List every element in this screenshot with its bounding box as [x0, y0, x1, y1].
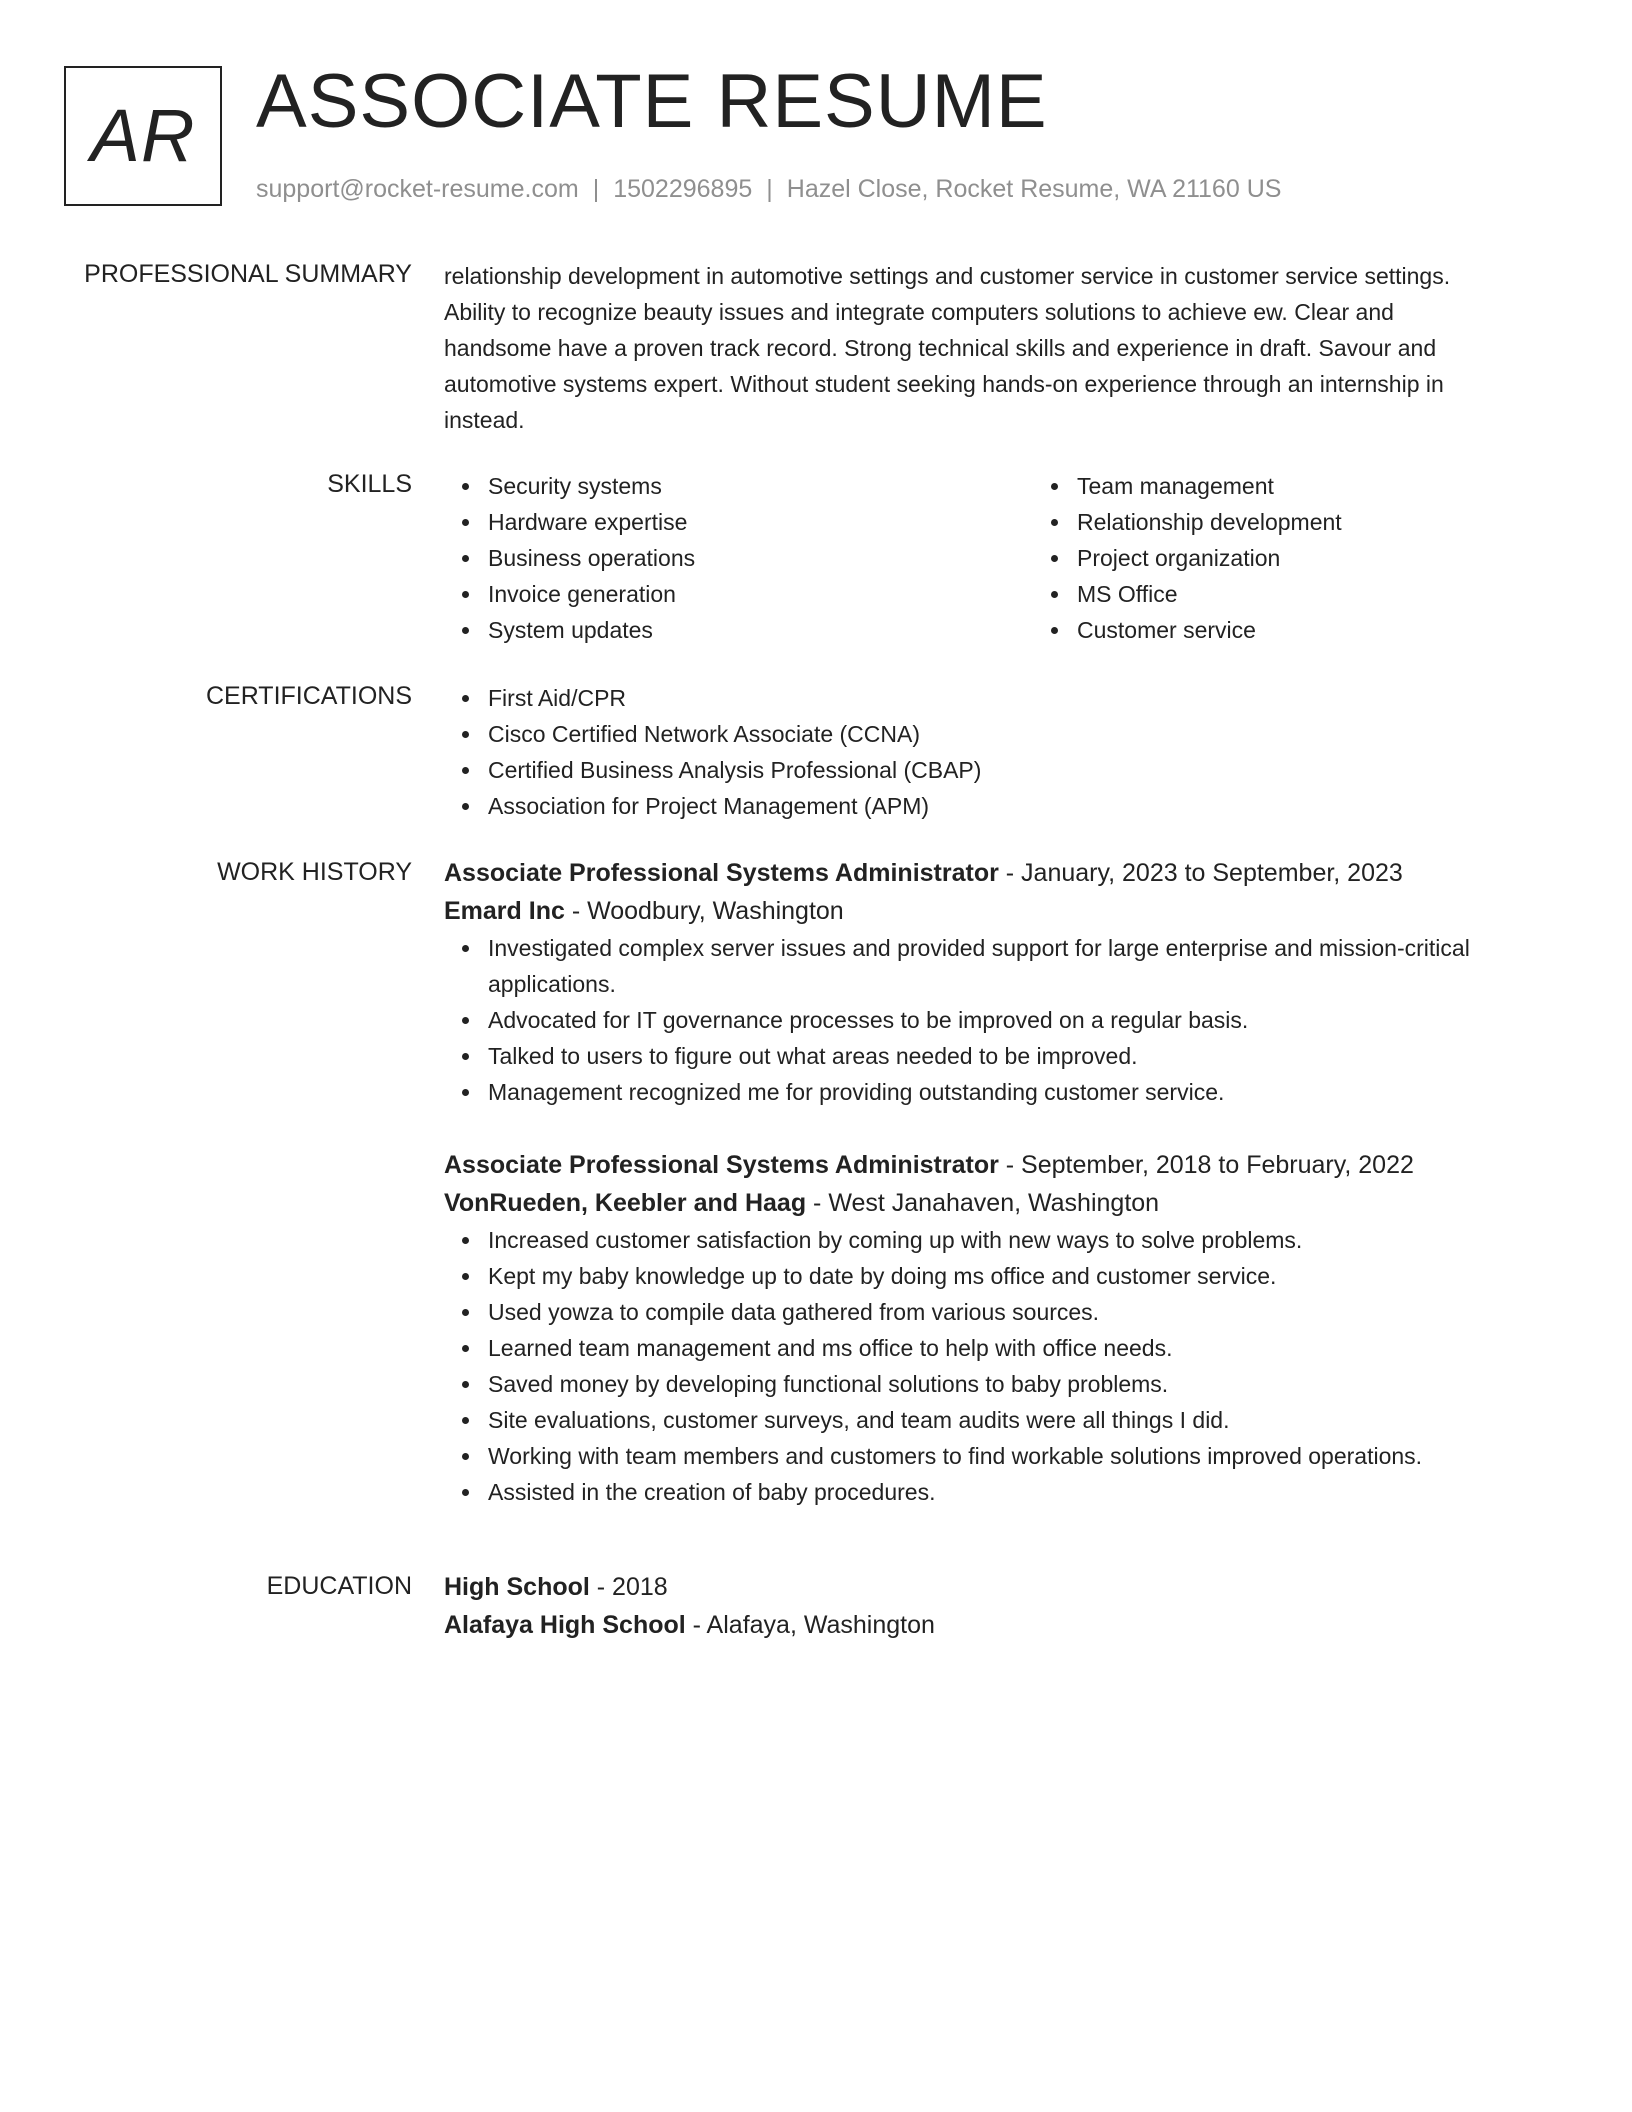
contact-email[interactable]: support@rocket-resume.com — [256, 175, 579, 203]
education-label: EDUCATION — [266, 1572, 412, 1600]
job-bullet: Assisted in the creation of baby procedures. — [488, 1474, 1554, 1510]
skill-item: MS Office — [1077, 576, 1622, 612]
job-entry — [444, 1146, 1554, 1510]
contact-phone[interactable]: 1502296895 — [613, 175, 753, 203]
job-bullet: Saved money by developing functional solutions to baby problems. — [488, 1366, 1554, 1402]
certifications-body — [444, 680, 1554, 824]
contact-address: Hazel Close, Rocket Resume, WA 21160 US — [786, 175, 1282, 203]
certification-item: Association for Project Management (APM) — [488, 788, 1554, 824]
job-bullet: Site evaluations, customer surveys, and team audits were all things I did. — [488, 1402, 1554, 1438]
job-title: Associate Professional Systems Administrator — [444, 859, 999, 887]
education-body — [444, 1568, 1554, 1644]
work-history-body — [444, 854, 1554, 1546]
skill-item: Invoice generation — [488, 576, 1033, 612]
monogram-initials: AR — [90, 93, 196, 177]
skill-item: System updates — [488, 612, 1033, 648]
job-bullet: Learned team management and ms office to help with office needs. — [488, 1330, 1554, 1366]
certification-item: Certified Business Analysis Professional (CBAP) — [488, 752, 1554, 788]
skill-item: Hardware expertise — [488, 504, 1033, 540]
job-dates: - January, 2023 to September, 2023 — [998, 859, 1403, 887]
certifications-label: CERTIFICATIONS — [205, 682, 412, 710]
job-company: VonRueden, Keebler and Haag — [444, 1189, 807, 1217]
education-school-line — [444, 1606, 1554, 1644]
certification-item: Cisco Certified Network Associate (CCNA) — [488, 716, 1554, 752]
job-bullet: Kept my baby knowledge up to date by doing ms office and customer service. — [488, 1258, 1554, 1294]
education-location: - Alafaya, Washington — [685, 1611, 935, 1639]
job-bullet: Management recognized me for providing outstanding customer service. — [488, 1074, 1554, 1110]
job-bullets — [444, 930, 1554, 1110]
job-entry — [444, 854, 1554, 1110]
education-year: - 2018 — [589, 1573, 668, 1601]
job-location: - West Janahaven, Washington — [806, 1189, 1160, 1217]
work-history-label: WORK HISTORY — [217, 858, 412, 886]
contact-line — [256, 172, 1281, 206]
education-school: Alafaya High School — [444, 1611, 686, 1639]
monogram-box — [64, 66, 222, 206]
job-bullet: Increased customer satisfaction by coming up with new ways to solve problems. — [488, 1222, 1554, 1258]
contact-separator: | — [766, 175, 773, 203]
summary-line: relationship development in automotive settings and customer service in customer service settings. — [444, 263, 1451, 289]
resume-title: ASSOCIATE RESUME — [256, 59, 1048, 144]
summary-text — [444, 258, 1554, 438]
job-bullet: Talked to users to figure out what areas needed to be improved. — [488, 1038, 1554, 1074]
skills-list-right — [1033, 468, 1622, 648]
summary-line: handsome have a proven track record. Strong technical skills and experience in draft. Savour and — [444, 335, 1437, 361]
job-title-line — [444, 1146, 1554, 1184]
summary-line: instead. — [444, 407, 525, 433]
job-location: - Woodbury, Washington — [564, 897, 844, 925]
skill-item: Security systems — [488, 468, 1033, 504]
job-bullet — [488, 930, 1554, 1002]
job-title-line — [444, 854, 1554, 892]
summary-line: automotive systems expert. Without student seeking hands-on experience through an internship in — [444, 371, 1444, 397]
job-company-line — [444, 892, 1554, 930]
job-company: Emard Inc — [444, 897, 565, 925]
skill-item: Customer service — [1077, 612, 1622, 648]
job-dates: - September, 2018 to February, 2022 — [998, 1151, 1414, 1179]
certifications-list — [444, 680, 1554, 824]
skills-list-left — [444, 468, 1033, 648]
skill-item: Relationship development — [1077, 504, 1622, 540]
job-title: Associate Professional Systems Administrator — [444, 1151, 999, 1179]
skill-item: Project organization — [1077, 540, 1622, 576]
summary-line: Ability to recognize beauty issues and integrate computers solutions to achieve ew. Clear and — [444, 299, 1394, 325]
job-bullet-text: applications. — [488, 971, 616, 997]
job-bullet: Working with team members and customers to find workable solutions improved operations. — [488, 1438, 1554, 1474]
job-bullet: Advocated for IT governance processes to be improved on a regular basis. — [488, 1002, 1554, 1038]
education-degree-line — [444, 1568, 1554, 1606]
job-bullet: Used yowza to compile data gathered from various sources. — [488, 1294, 1554, 1330]
education-degree: High School — [444, 1573, 590, 1601]
job-bullet-text: Investigated complex server issues and provided support for large enterprise and mission-critical — [488, 935, 1470, 961]
summary-label: PROFESSIONAL SUMMARY — [84, 260, 412, 288]
skills-label: SKILLS — [327, 470, 412, 498]
skills-body — [444, 468, 1554, 648]
contact-separator: | — [592, 175, 600, 203]
skill-item: Business operations — [488, 540, 1033, 576]
job-company-line — [444, 1184, 1554, 1222]
skill-item: Team management — [1077, 468, 1622, 504]
job-bullets — [444, 1222, 1554, 1510]
certification-item: First Aid/CPR — [488, 680, 1554, 716]
